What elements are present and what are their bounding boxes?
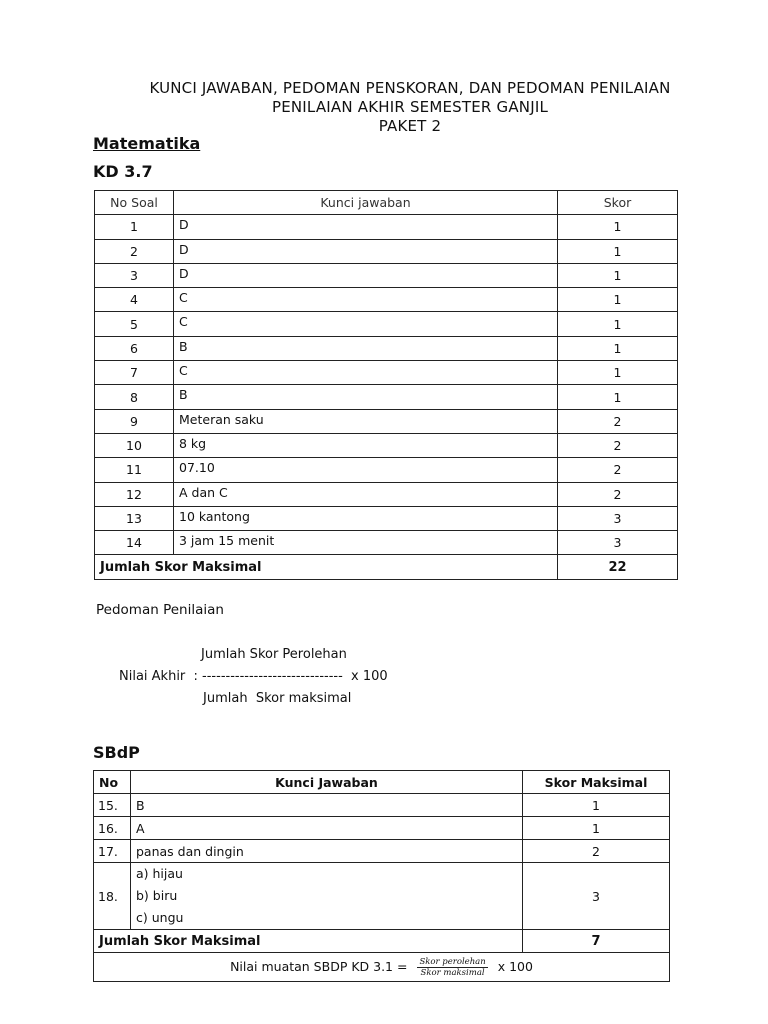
row-no: 9 bbox=[95, 409, 174, 433]
kd-heading: KD 3.7 bbox=[93, 162, 153, 181]
table-header-row bbox=[94, 771, 670, 794]
row-skor: 1 bbox=[558, 336, 678, 360]
row-kunci: C bbox=[174, 312, 558, 336]
table-row bbox=[95, 506, 678, 530]
formula-denominator: Jumlah Skor maksimal bbox=[203, 691, 352, 706]
answer-line: b) biru bbox=[136, 888, 178, 903]
row-kunci: D bbox=[174, 239, 558, 263]
row-skor: 2 bbox=[523, 840, 670, 863]
col-header-skor: Skor bbox=[558, 191, 678, 215]
kd-answer-table bbox=[94, 190, 678, 580]
sbdp-formula bbox=[94, 953, 670, 982]
row-no: 10 bbox=[95, 433, 174, 457]
table-row bbox=[95, 409, 678, 433]
row-kunci: 3 jam 15 menit bbox=[174, 531, 558, 555]
table-row bbox=[94, 863, 670, 930]
row-no: 4 bbox=[95, 288, 174, 312]
row-skor: 1 bbox=[523, 817, 670, 840]
formula-row bbox=[94, 953, 670, 982]
col-header-skor: Skor Maksimal bbox=[523, 771, 670, 794]
table-row bbox=[94, 794, 670, 817]
table-row bbox=[95, 458, 678, 482]
total-label: Jumlah Skor Maksimal bbox=[95, 555, 558, 579]
table-row bbox=[95, 239, 678, 263]
table-row bbox=[95, 482, 678, 506]
row-no: 1 bbox=[95, 215, 174, 239]
row-kunci: 07.10 bbox=[174, 458, 558, 482]
table-header-row bbox=[95, 191, 678, 215]
row-no: 16. bbox=[94, 817, 131, 840]
row-skor: 1 bbox=[523, 794, 670, 817]
table-row bbox=[95, 361, 678, 385]
doc-title-line-1: KUNCI JAWABAN, PEDOMAN PENSKORAN, DAN PEDOMAN PENILAIAN bbox=[149, 79, 671, 97]
row-skor: 2 bbox=[558, 433, 678, 457]
subject-heading: Matematika bbox=[93, 134, 201, 153]
row-no: 3 bbox=[95, 263, 174, 287]
row-kunci: C bbox=[174, 288, 558, 312]
table-row bbox=[95, 433, 678, 457]
row-skor: 1 bbox=[558, 215, 678, 239]
row-skor: 2 bbox=[558, 409, 678, 433]
row-skor: 1 bbox=[558, 288, 678, 312]
total-row bbox=[95, 555, 678, 579]
row-kunci: B bbox=[174, 336, 558, 360]
pedoman-title: Pedoman Penilaian bbox=[96, 602, 224, 618]
table-row bbox=[95, 288, 678, 312]
answer-line: c) ungu bbox=[136, 910, 184, 925]
row-skor: 1 bbox=[558, 385, 678, 409]
formula-numerator: Jumlah Skor Perolehan bbox=[201, 647, 347, 662]
row-kunci: D bbox=[174, 215, 558, 239]
fraction-numerator: Skor perolehan bbox=[419, 956, 486, 967]
table-row bbox=[95, 215, 678, 239]
row-no: 15. bbox=[94, 794, 131, 817]
row-no: 2 bbox=[95, 239, 174, 263]
formula-prefix: Nilai muatan SBDP KD 3.1 = bbox=[230, 958, 408, 974]
table-row bbox=[95, 385, 678, 409]
row-skor: 1 bbox=[558, 361, 678, 385]
fraction bbox=[417, 957, 487, 978]
total-value: 22 bbox=[558, 555, 678, 579]
row-no: 12 bbox=[95, 482, 174, 506]
col-header-kunci: Kunci jawaban bbox=[174, 191, 558, 215]
row-no: 17. bbox=[94, 840, 131, 863]
sbdp-heading: SBdP bbox=[93, 743, 140, 762]
row-kunci: B bbox=[131, 794, 523, 817]
total-label: Jumlah Skor Maksimal bbox=[94, 930, 523, 953]
doc-title-line-2: PENILAIAN AKHIR SEMESTER GANJIL bbox=[271, 98, 549, 116]
row-no: 6 bbox=[95, 336, 174, 360]
row-skor: 2 bbox=[558, 482, 678, 506]
row-skor: 1 bbox=[558, 312, 678, 336]
total-value: 7 bbox=[523, 930, 670, 953]
row-no: 18. bbox=[94, 863, 131, 930]
total-row bbox=[94, 930, 670, 953]
col-header-no: No bbox=[94, 771, 131, 794]
row-no: 11 bbox=[95, 458, 174, 482]
row-kunci: panas dan dingin bbox=[131, 840, 523, 863]
row-skor: 3 bbox=[558, 506, 678, 530]
col-header-no: No Soal bbox=[95, 191, 174, 215]
table-row bbox=[94, 840, 670, 863]
row-kunci: Meteran saku bbox=[174, 409, 558, 433]
row-kunci: 10 kantong bbox=[174, 506, 558, 530]
table-row bbox=[95, 312, 678, 336]
col-header-kunci: Kunci Jawaban bbox=[131, 771, 523, 794]
sbdp-answer-table bbox=[93, 770, 670, 982]
row-skor: 3 bbox=[523, 863, 670, 930]
row-no: 8 bbox=[95, 385, 174, 409]
row-kunci: D bbox=[174, 263, 558, 287]
row-kunci: B bbox=[174, 385, 558, 409]
row-kunci: A dan C bbox=[174, 482, 558, 506]
table-row bbox=[94, 817, 670, 840]
table-row bbox=[95, 531, 678, 555]
row-skor: 1 bbox=[558, 263, 678, 287]
row-kunci bbox=[131, 863, 523, 930]
fraction-denominator: Skor maksimal bbox=[420, 967, 485, 978]
row-skor: 2 bbox=[558, 458, 678, 482]
doc-title-line-3: PAKET 2 bbox=[378, 117, 442, 135]
formula-line: Nilai Akhir : ------------------------------ x 100 bbox=[119, 669, 388, 684]
row-no: 13 bbox=[95, 506, 174, 530]
row-no: 5 bbox=[95, 312, 174, 336]
row-no: 14 bbox=[95, 531, 174, 555]
table-row bbox=[95, 336, 678, 360]
row-kunci: A bbox=[131, 817, 523, 840]
row-kunci: C bbox=[174, 361, 558, 385]
row-no: 7 bbox=[95, 361, 174, 385]
row-skor: 1 bbox=[558, 239, 678, 263]
answer-line: a) hijau bbox=[136, 866, 183, 881]
row-skor: 3 bbox=[558, 531, 678, 555]
formula-suffix: x 100 bbox=[497, 958, 533, 974]
table-row bbox=[95, 263, 678, 287]
row-kunci: 8 kg bbox=[174, 433, 558, 457]
